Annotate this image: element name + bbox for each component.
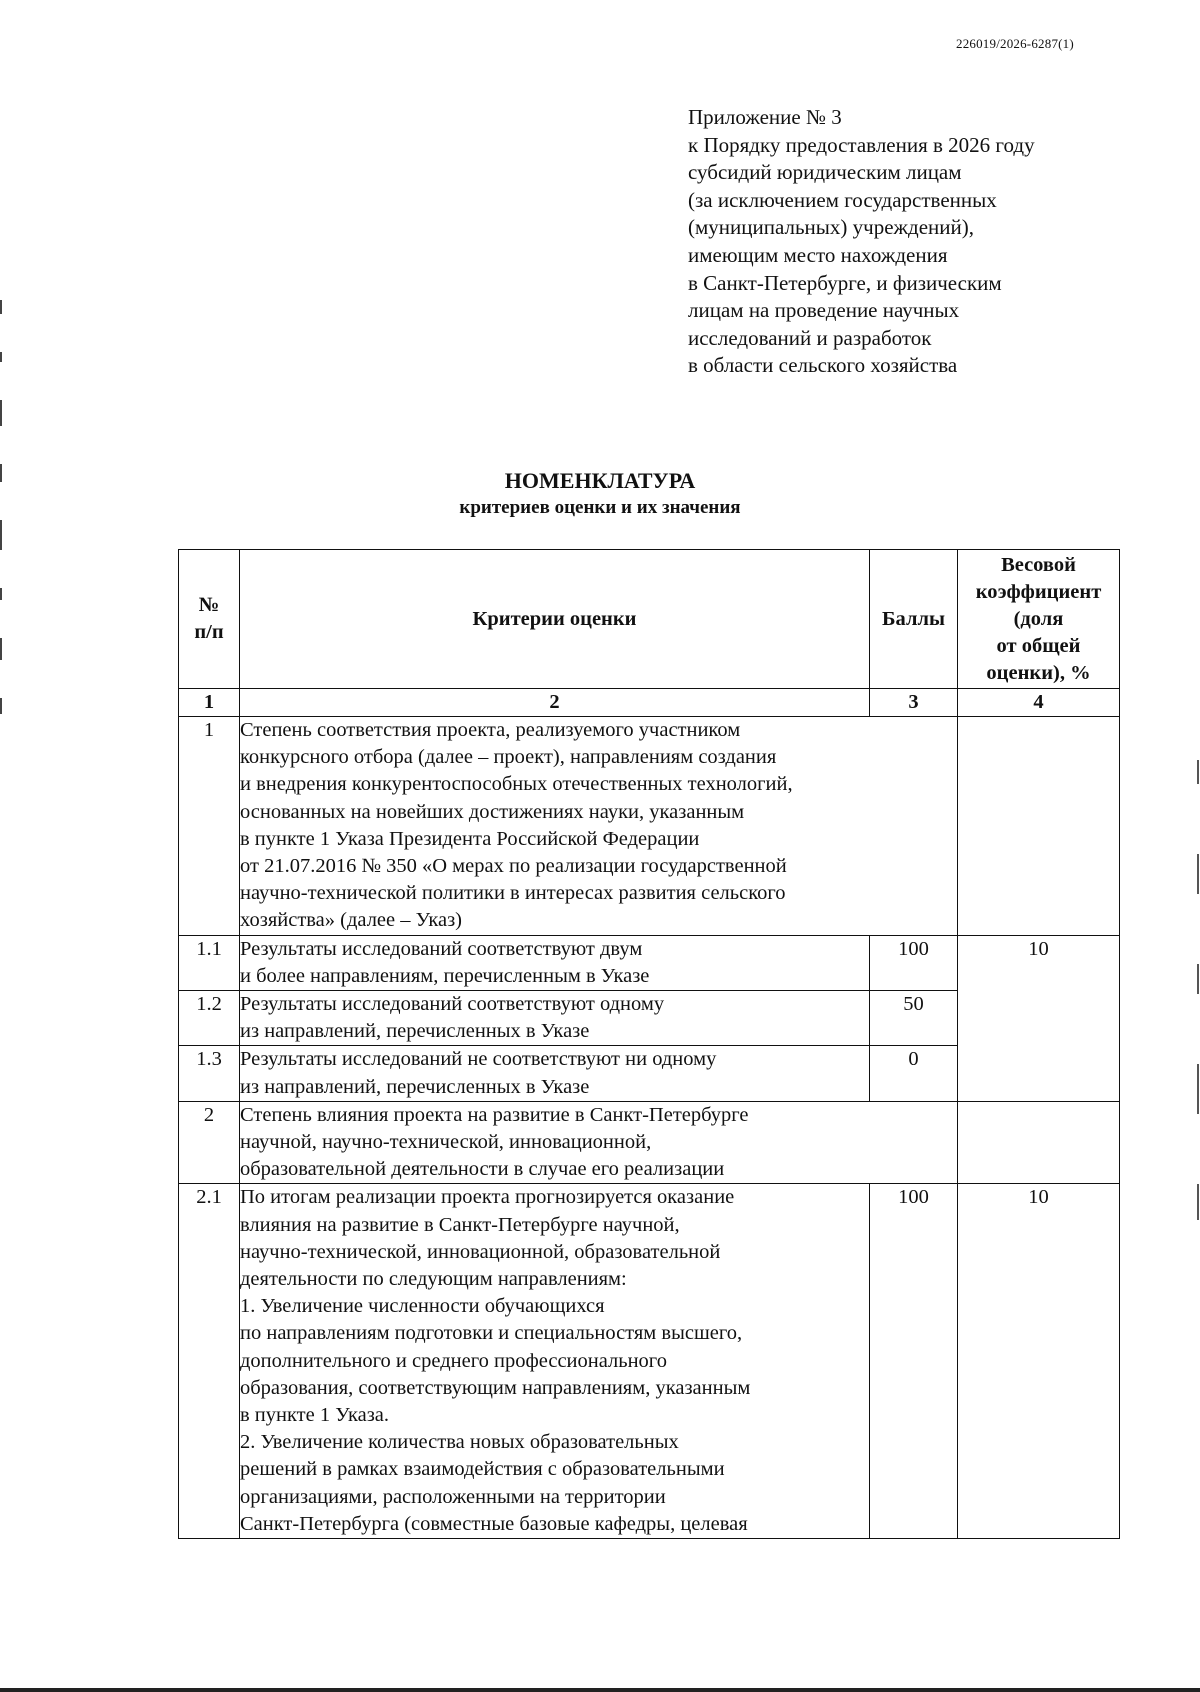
appendix-line: исследований и разработок [688,325,932,350]
row-number: 1.1 [179,935,240,990]
appendix-line: Приложение № 3 [688,105,842,129]
criterion-text: Результаты исследований соответствуют двум и более направлениям, перечисленным в Указе [240,935,870,990]
score-cell: 100 [870,1184,958,1539]
document-heading [0,467,1200,521]
weight-cell: 10 [958,935,1120,1101]
table-header-row [179,550,1120,689]
scan-bottom-edge [0,1688,1200,1692]
appendix-line: в области сельского хозяйства [688,353,958,378]
score-cell: 100 [870,935,958,990]
score-cell: 50 [870,991,958,1046]
weight-cell-empty [958,1101,1120,1184]
row-number: 2.1 [179,1184,240,1539]
row-number: 1.3 [179,1046,240,1101]
table-row [179,935,1120,990]
appendix-line: в Санкт-Петербурге, и физическим [688,270,1002,295]
criterion-text: Результаты исследований не соответствуют ни одному из направлений, перечисленных в Указе [240,1046,870,1101]
header-weight: Весовой коэффициент (доля от общей оценки), % [958,550,1120,689]
header-criteria: Критерии оценки [240,550,870,689]
row-number: 1.2 [179,991,240,1046]
appendix-line: лицам на проведение научных [688,298,960,323]
weight-cell-empty [958,717,1120,936]
score-cell: 0 [870,1046,958,1101]
document-registration-number: 226019/2026-6287(1) [956,36,1074,51]
header-score: Баллы [870,550,958,689]
column-number: 2 [240,689,870,717]
criterion-text: Степень соответствия проекта, реализуемого участником конкурсного отбора (далее – проект), направлениям создания и внедрения конкурентоспособных отечественных технологий, основанных на новейших достижениях науки, указанным в пункте 1 Указа Президента Российской Федерации от 21.07.2016 № 350 «О мерах по реализации государственной научно-технической политики в интересах развития сельского хозяйства» (далее – Указ) [240,717,958,936]
table-row [179,1184,1120,1539]
row-number: 1 [179,717,240,936]
appendix-line: к Порядку предоставления в 2026 году [688,132,1035,157]
document-title: НОМЕНКЛАТУРА [504,468,696,493]
column-number: 1 [179,689,240,717]
criterion-text: Результаты исследований соответствуют одному из направлений, перечисленных в Указе [240,991,870,1046]
appendix-line: субсидий юридическим лицам [688,160,962,185]
criterion-text: По итогам реализации проекта прогнозируется оказание влияния на развитие в Санкт-Петербурге научной, научно-технической, инновационной, образовательной деятельности по следующим направлениям: 1. Увеличение численности обучающихся по направлениям подготовки и специальностям высшего, дополнительного и среднего профессионального образования, соответствующим направлениям, указанным в пункте 1 Указа. 2. Увеличение количества новых образовательных решений в рамках взаимодействия с образовательными организациями, расположенными на территории Санкт-Петербурга (совместные базовые кафедры, целевая [240,1184,870,1539]
column-number: 3 [870,689,958,717]
table-row [179,1101,1120,1184]
column-number-row [179,689,1120,717]
header-number: № п/п [179,550,240,689]
row-number: 2 [179,1101,240,1184]
document-subtitle: критериев оценки и их значения [459,497,741,518]
scan-edge-marks-left [0,300,3,752]
appendix-line: (за исключением государственных [688,187,997,212]
criteria-table [178,549,1120,1539]
appendix-line: (муниципальных) учреждений), [688,215,974,240]
appendix-note [688,104,1035,380]
appendix-line: имеющим место нахождения [688,242,948,267]
weight-cell: 10 [958,1184,1120,1539]
criterion-text: Степень влияния проекта на развитие в Санкт-Петербурге научной, научно-технической, инновационной, образовательной деятельности в случае его реализации [240,1101,958,1184]
column-number: 4 [958,689,1120,717]
table-row [179,717,1120,936]
